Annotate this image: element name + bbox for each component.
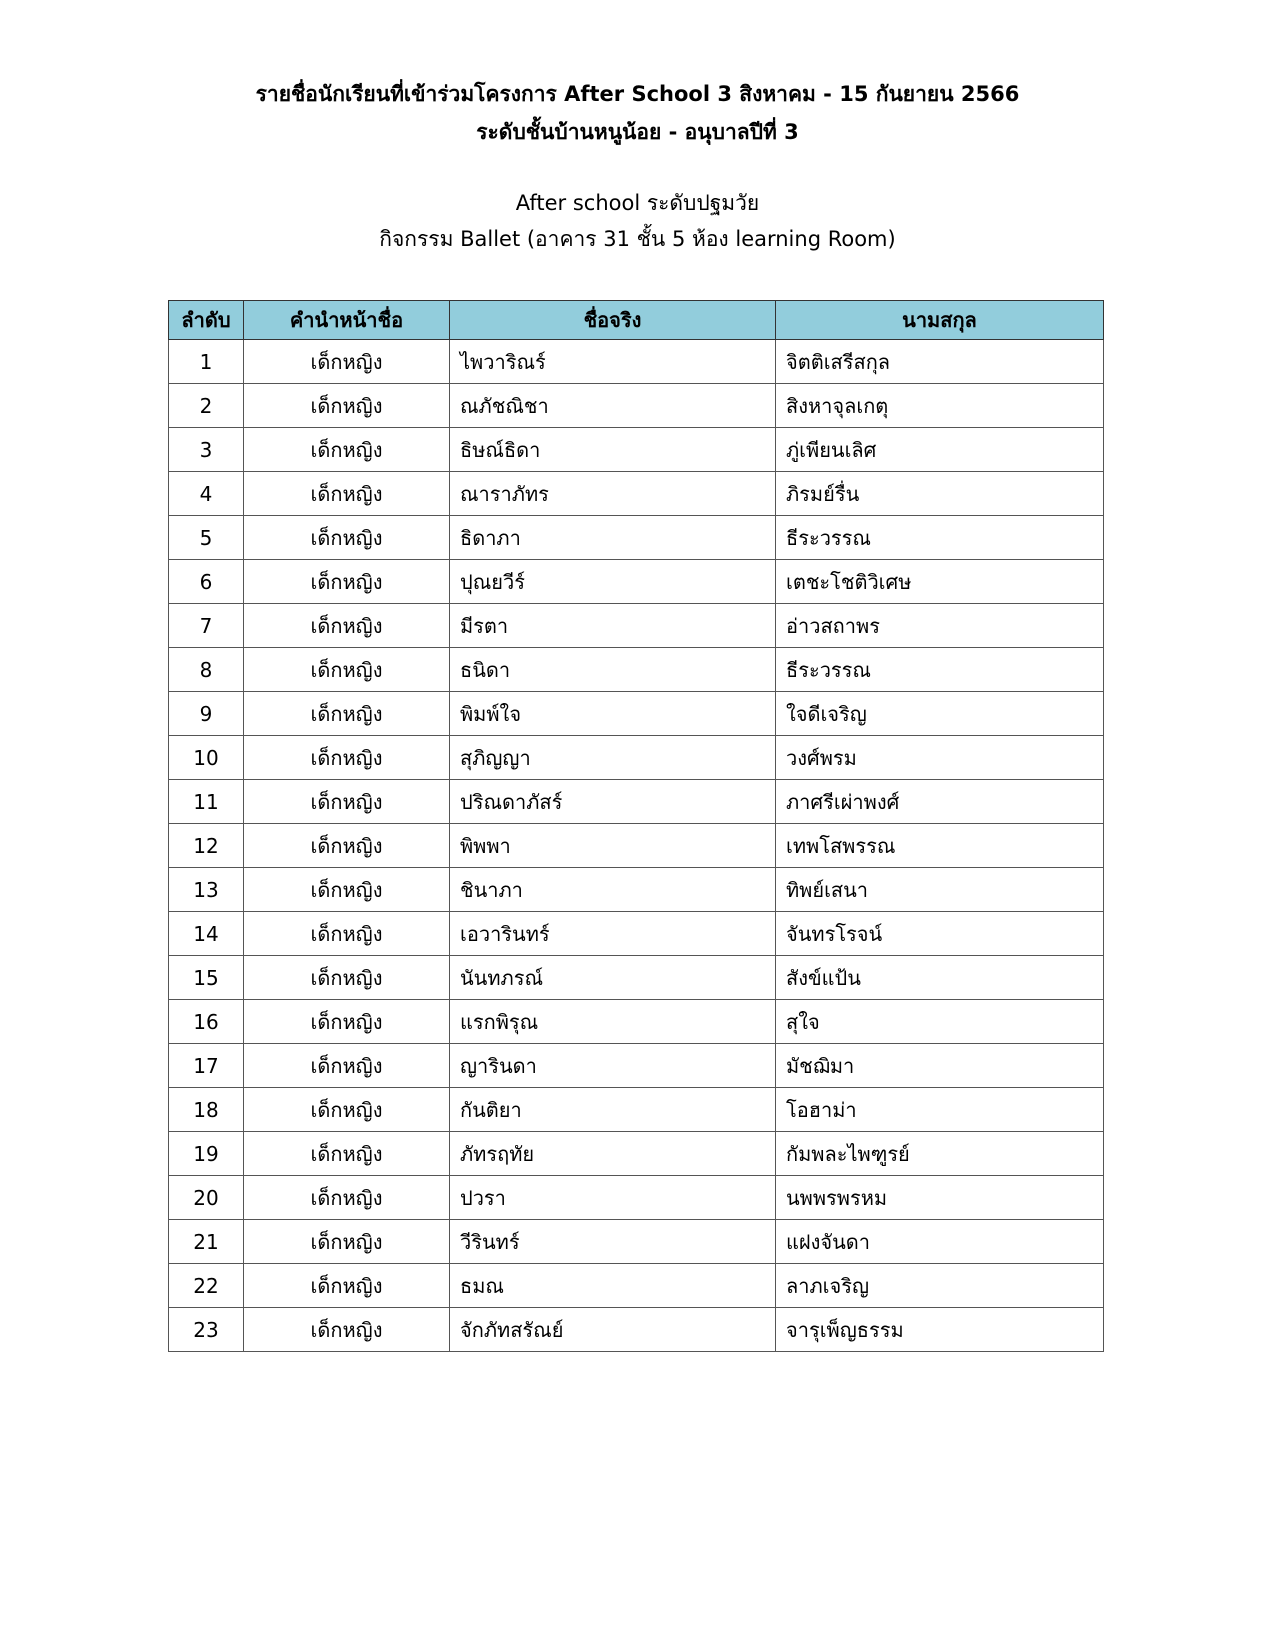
row-number: 12 (169, 824, 244, 868)
table-row (169, 560, 1104, 604)
row-number: 19 (169, 1132, 244, 1176)
table-row (169, 736, 1104, 780)
row-first-name: ปริณดาภัสร์ (450, 780, 776, 824)
row-last-name: ธีระวรรณ (776, 648, 1104, 692)
row-number: 21 (169, 1220, 244, 1264)
row-last-name: เตชะโชติวิเศษ (776, 560, 1104, 604)
row-number: 3 (169, 428, 244, 472)
row-first-name: เอวารินทร์ (450, 912, 776, 956)
row-first-name: จักภัทสรัณย์ (450, 1308, 776, 1352)
row-first-name: ธนิดา (450, 648, 776, 692)
row-first-name: ธิษณ์ธิดา (450, 428, 776, 472)
row-prefix: เด็กหญิง (244, 340, 450, 384)
row-first-name: พิมพ์ใจ (450, 692, 776, 736)
row-prefix: เด็กหญิง (244, 1132, 450, 1176)
column-header-last-name: นามสกุล (776, 301, 1104, 340)
row-prefix: เด็กหญิง (244, 1176, 450, 1220)
row-number: 13 (169, 868, 244, 912)
table-row (169, 428, 1104, 472)
table-row (169, 1264, 1104, 1308)
row-prefix: เด็กหญิง (244, 780, 450, 824)
row-first-name: ณภัชณิชา (450, 384, 776, 428)
row-prefix: เด็กหญิง (244, 428, 450, 472)
column-header-prefix: คำนำหน้าชื่อ (244, 301, 450, 340)
program-subtitle: After school ระดับปฐมวัย (515, 191, 760, 215)
row-number: 17 (169, 1044, 244, 1088)
table-row (169, 824, 1104, 868)
row-number: 15 (169, 956, 244, 1000)
row-prefix: เด็กหญิง (244, 692, 450, 736)
row-prefix: เด็กหญิง (244, 648, 450, 692)
row-number: 2 (169, 384, 244, 428)
row-prefix: เด็กหญิง (244, 1264, 450, 1308)
row-last-name: มัชฌิมา (776, 1044, 1104, 1088)
row-last-name: เทพโสพรรณ (776, 824, 1104, 868)
table-row (169, 1308, 1104, 1352)
activity-subtitle: กิจกรรม Ballet (อาคาร 31 ชั้น 5 ห้อง learning Room) (379, 227, 896, 251)
document-title: รายชื่อนักเรียนที่เข้าร่วมโครงการ After School 3 สิงหาคม - 15 กันยายน 2566 (255, 82, 1020, 106)
table-row (169, 692, 1104, 736)
row-number: 14 (169, 912, 244, 956)
row-number: 10 (169, 736, 244, 780)
row-prefix: เด็กหญิง (244, 384, 450, 428)
table-row (169, 1000, 1104, 1044)
row-prefix: เด็กหญิง (244, 912, 450, 956)
row-number: 5 (169, 516, 244, 560)
row-prefix: เด็กหญิง (244, 472, 450, 516)
row-last-name: โอฮาม่า (776, 1088, 1104, 1132)
row-number: 9 (169, 692, 244, 736)
row-last-name: จันทรโรจน์ (776, 912, 1104, 956)
row-last-name: ลาภเจริญ (776, 1264, 1104, 1308)
row-prefix: เด็กหญิง (244, 1220, 450, 1264)
row-first-name: พิพพา (450, 824, 776, 868)
row-last-name: จารุเพ็ญธรรม (776, 1308, 1104, 1352)
row-last-name: อ่าวสถาพร (776, 604, 1104, 648)
row-prefix: เด็กหญิง (244, 604, 450, 648)
table-row (169, 384, 1104, 428)
row-first-name: ปุณยวีร์ (450, 560, 776, 604)
row-last-name: ทิพย์เสนา (776, 868, 1104, 912)
row-prefix: เด็กหญิง (244, 1044, 450, 1088)
row-first-name: มีรตา (450, 604, 776, 648)
row-last-name: นพพรพรหม (776, 1176, 1104, 1220)
table-row (169, 604, 1104, 648)
row-first-name: แรกพิรุณ (450, 1000, 776, 1044)
row-first-name: ธมณ (450, 1264, 776, 1308)
row-first-name: นันทภรณ์ (450, 956, 776, 1000)
row-prefix: เด็กหญิง (244, 1308, 450, 1352)
table-row (169, 1132, 1104, 1176)
row-first-name: ธิดาภา (450, 516, 776, 560)
row-first-name: ภัทรฤทัย (450, 1132, 776, 1176)
row-number: 22 (169, 1264, 244, 1308)
table-row (169, 1220, 1104, 1264)
table-row (169, 1044, 1104, 1088)
row-last-name: ภู่เพียนเลิศ (776, 428, 1104, 472)
row-number: 11 (169, 780, 244, 824)
column-header-number: ลำดับ (169, 301, 244, 340)
row-last-name: กัมพละไพฑูรย์ (776, 1132, 1104, 1176)
row-number: 16 (169, 1000, 244, 1044)
table-body (169, 340, 1104, 1352)
table-row (169, 340, 1104, 384)
row-last-name: ภาศรีเผ่าพงศ์ (776, 780, 1104, 824)
table-row (169, 1176, 1104, 1220)
row-prefix: เด็กหญิง (244, 824, 450, 868)
row-prefix: เด็กหญิง (244, 516, 450, 560)
table-row (169, 912, 1104, 956)
row-prefix: เด็กหญิง (244, 1000, 450, 1044)
row-last-name: วงศ์พรม (776, 736, 1104, 780)
row-last-name: ใจดีเจริญ (776, 692, 1104, 736)
row-number: 4 (169, 472, 244, 516)
row-number: 23 (169, 1308, 244, 1352)
row-prefix: เด็กหญิง (244, 736, 450, 780)
table-row (169, 472, 1104, 516)
row-prefix: เด็กหญิง (244, 560, 450, 604)
row-last-name: ภิรมย์รื่น (776, 472, 1104, 516)
row-first-name: ปวรา (450, 1176, 776, 1220)
table-header-row (169, 301, 1104, 340)
row-last-name: สิงหาจุลเกตุ (776, 384, 1104, 428)
row-prefix: เด็กหญิง (244, 868, 450, 912)
row-first-name: ณาราภัทร (450, 472, 776, 516)
student-roster-table (168, 300, 1104, 1352)
table-row (169, 648, 1104, 692)
table-row (169, 780, 1104, 824)
row-prefix: เด็กหญิง (244, 956, 450, 1000)
row-first-name: วีรินทร์ (450, 1220, 776, 1264)
row-first-name: ชินาภา (450, 868, 776, 912)
table-row (169, 956, 1104, 1000)
row-number: 7 (169, 604, 244, 648)
table-row (169, 868, 1104, 912)
row-number: 1 (169, 340, 244, 384)
row-last-name: จิตติเสรีสกุล (776, 340, 1104, 384)
row-number: 18 (169, 1088, 244, 1132)
column-header-first-name: ชื่อจริง (450, 301, 776, 340)
document-class-level: ระดับชั้นบ้านหนูน้อย - อนุบาลปีที่ 3 (476, 120, 799, 144)
row-first-name: กันติยา (450, 1088, 776, 1132)
row-last-name: สุใจ (776, 1000, 1104, 1044)
row-first-name: ญารินดา (450, 1044, 776, 1088)
table-row (169, 516, 1104, 560)
row-number: 6 (169, 560, 244, 604)
row-last-name: ธีระวรรณ (776, 516, 1104, 560)
row-number: 20 (169, 1176, 244, 1220)
row-number: 8 (169, 648, 244, 692)
row-first-name: สุภิญญา (450, 736, 776, 780)
row-first-name: ไพวาริณร์ (450, 340, 776, 384)
table-row (169, 1088, 1104, 1132)
row-last-name: แฝงจันดา (776, 1220, 1104, 1264)
row-last-name: สังข์แป้น (776, 956, 1104, 1000)
row-prefix: เด็กหญิง (244, 1088, 450, 1132)
